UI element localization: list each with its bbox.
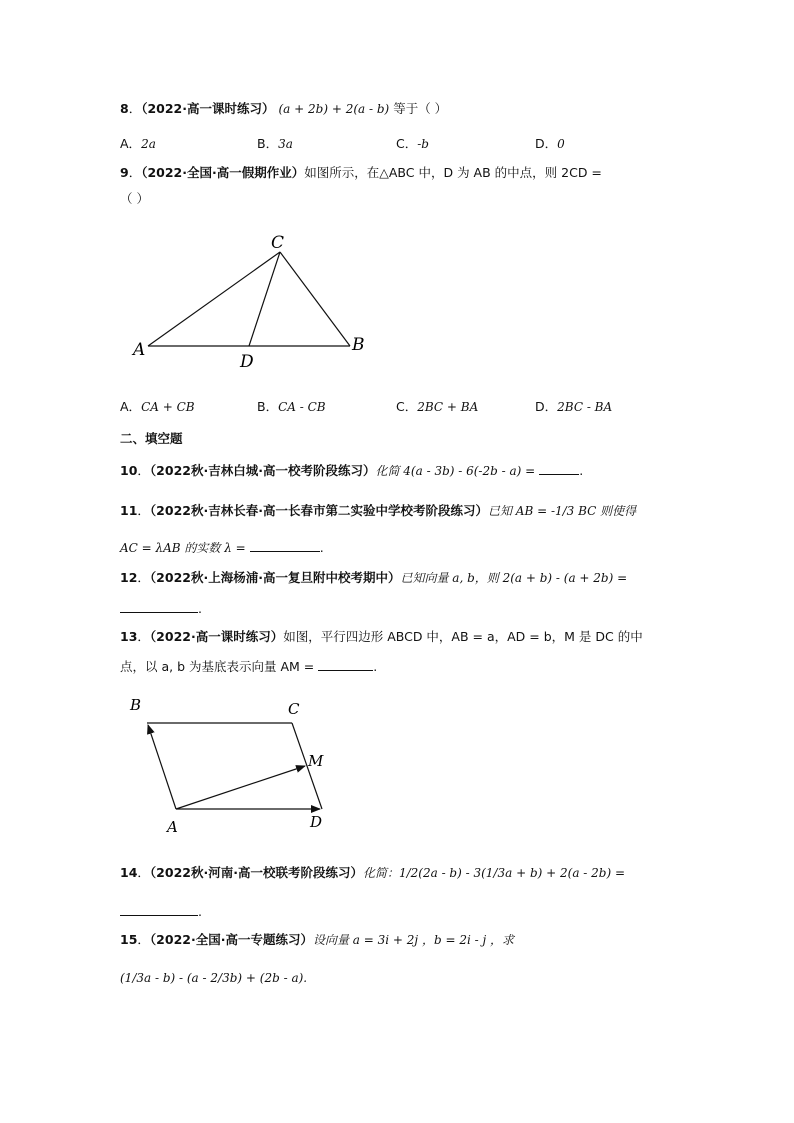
question-source: （2022秋·河南·高一校联考阶段练习） <box>149 865 363 880</box>
answer-blank[interactable] <box>318 657 373 671</box>
question-source: （2022·高一课时练习） <box>141 101 275 116</box>
question-13: 13．（2022·高一课时练习）如图，平行四边形 ABCD 中，AB = a，AD = b，M 是 DC 的中 <box>120 629 643 644</box>
side-ac <box>148 252 280 346</box>
question-12: 12．（2022秋·上海杨浦·高一复旦附中校考期中）已知向量 a, b，则 2(a + b) - (a + 2b) = <box>120 570 628 585</box>
side-cb <box>280 252 350 346</box>
question-tail: 等于（ ） <box>393 101 448 116</box>
question-10: 10．（2022秋·吉林白城·高一校考阶段练习）化简 4(a - 3b) - 6(-2b - a) = . <box>120 463 584 478</box>
expression: (a + 2b) + 2(a - b) <box>278 102 390 116</box>
question-12-line2: . <box>120 599 202 618</box>
question-source: （2022秋·吉林长春·高一长春市第二实验中学校考阶段练习） <box>149 503 488 518</box>
label-c: C <box>288 700 300 718</box>
label-d: D <box>310 813 323 831</box>
label-a: A <box>133 340 146 360</box>
question-15: 15．（2022·全国·高一专题练习）设向量 a = 3i + 2j ，b = 2i - j ，求 <box>120 932 515 947</box>
question-source: （2022·高一课时练习） <box>149 629 284 644</box>
answer-blank[interactable] <box>539 461 579 475</box>
question-source: （2022·全国·高一专题练习） <box>149 932 313 947</box>
question-number: 9 <box>120 165 129 180</box>
vector-am <box>176 766 305 809</box>
answer-blank[interactable] <box>250 538 320 552</box>
question-text: 化简：1/2(2a - b) - 3(1/3a + b) + 2(a - 2b) = <box>362 866 626 880</box>
question-text: 已知向量 a, b，则 2(a + b) - (a + 2b) = <box>400 571 628 585</box>
option-a[interactable]: A．2a <box>120 136 156 151</box>
section-title: 二、填空题 <box>120 431 183 446</box>
question-number: 8 <box>120 101 129 116</box>
question-11-line2: AC = λAB 的实数 λ = . <box>120 540 324 555</box>
triangle-figure <box>130 230 370 375</box>
answer-blank[interactable] <box>120 902 198 916</box>
question-source: （2022秋·吉林白城·高一校考阶段练习） <box>149 463 376 478</box>
question-9: 9．（2022·全国·高一假期作业）如图所示，在△ABC 中，D 为 AB 的中点，则 2CD = <box>120 165 602 180</box>
question-text: 如图所示，在△ABC 中，D 为 AB 的中点，则 2CD = <box>304 165 602 180</box>
question-8: 8．（2022·高一课时练习） (a + 2b) + 2(a - b) 等于（ ） <box>120 101 448 116</box>
question-source: （2022秋·上海杨浦·高一复旦附中校考期中） <box>149 570 401 585</box>
answer-blank[interactable] <box>120 599 198 613</box>
question-text: 已知 AB = -1/3 BC 则使得 <box>487 504 637 518</box>
option-d[interactable]: D．2BC - BA <box>535 399 613 414</box>
label-a: A <box>167 818 178 836</box>
question-text: 如图，平行四边形 ABCD 中，AB = a，AD = b，M 是 DC 的中 <box>283 629 643 644</box>
question-text: 设向量 a = 3i + 2j ，b = 2i - j ，求 <box>312 933 515 947</box>
option-d[interactable]: D．0 <box>535 136 565 151</box>
option-c[interactable]: C．2BC + BA <box>396 399 479 414</box>
question-14: 14．（2022秋·河南·高一校联考阶段练习）化简：1/2(2a - b) - 3(1/3a + b) + 2(a - 2b) = <box>120 865 626 880</box>
option-a[interactable]: A．CA + CB <box>120 399 195 414</box>
option-c[interactable]: C．-b <box>396 136 429 151</box>
label-b: B <box>352 335 365 355</box>
option-b[interactable]: B．3a <box>257 136 293 151</box>
parallelogram-figure <box>125 690 340 838</box>
label-d: D <box>240 352 254 372</box>
question-13-line2: 点，以 a, b 为基底表示向量 AM = . <box>120 659 378 674</box>
option-b[interactable]: B．CA - CB <box>257 399 326 414</box>
label-c: C <box>271 233 285 253</box>
label-b: B <box>130 696 142 714</box>
answer-paren: （ ） <box>120 191 149 206</box>
question-15-line2: (1/3a - b) - (a - 2/3b) + (2b - a). <box>120 971 308 985</box>
question-source: （2022·全国·高一假期作业） <box>141 165 305 180</box>
vector-ab <box>148 725 176 809</box>
label-m: M <box>308 752 324 770</box>
question-14-line2: . <box>120 902 202 921</box>
question-11: 11．（2022秋·吉林长春·高一长春市第二实验中学校考阶段练习）已知 AB = -1/3 BC 则使得 <box>120 503 637 518</box>
question-text: 化简 4(a - 3b) - 6(-2b - a) = <box>375 464 536 478</box>
median-cd <box>249 252 280 346</box>
